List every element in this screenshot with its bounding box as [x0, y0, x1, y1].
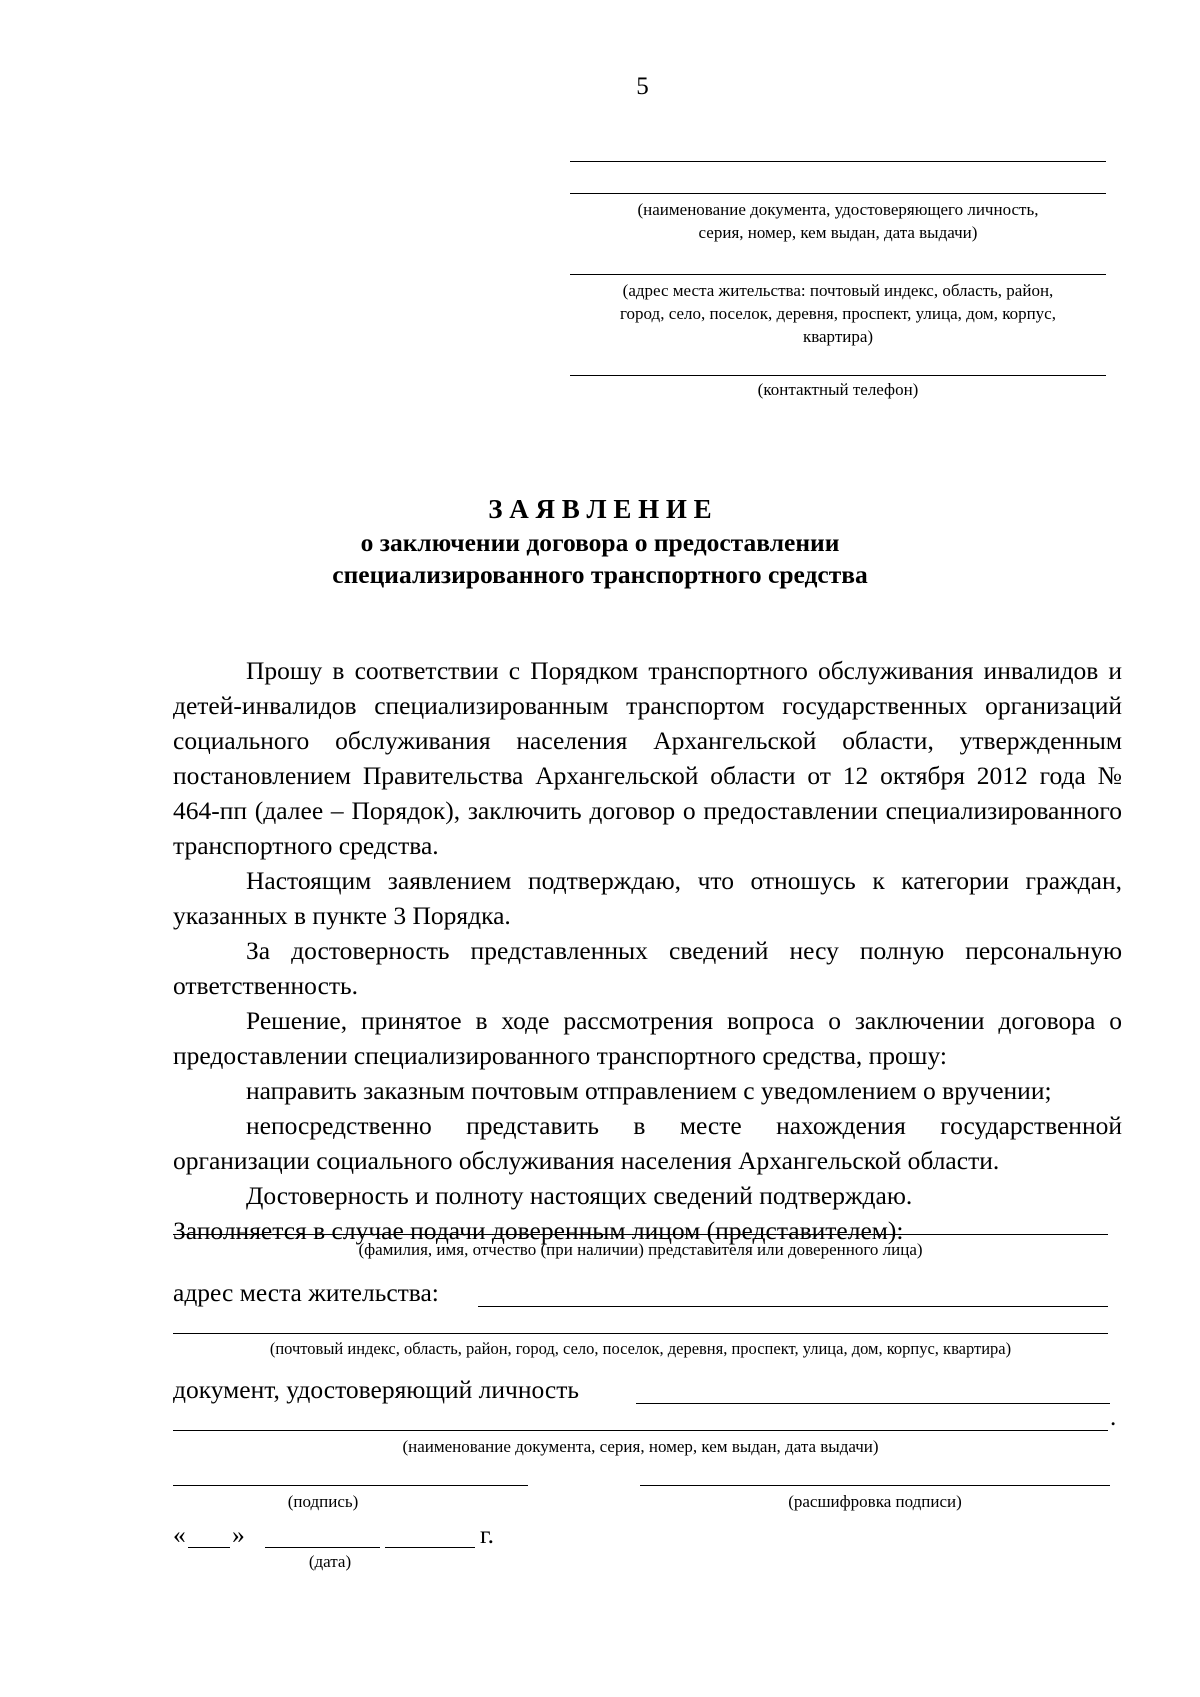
date-open-quote: « — [173, 1520, 186, 1549]
id-line-end-period: . — [1110, 1404, 1117, 1431]
id-document-caption-1: (наименование документа, удостоверяющего личность, — [637, 200, 1039, 219]
date-day-line[interactable] — [188, 1547, 230, 1548]
applicant-name-line[interactable] — [570, 161, 1106, 162]
id-document-label: документ, удостоверяющий личность — [173, 1375, 579, 1404]
date-close-quote: » — [232, 1520, 245, 1549]
signature-decoding-caption: (расшифровка подписи) — [788, 1492, 962, 1511]
signature-caption: (подпись) — [287, 1492, 359, 1511]
body-paragraph-confirm: Достоверность и полноту настоящих сведений подтверждаю. — [246, 1181, 913, 1210]
body-paragraph-category: Настоящим заявлением подтверждаю, что отношусь к категории граждан, указанных в пункте 3 Порядка. — [173, 866, 1122, 930]
body-paragraph-option-mail: направить заказным почтовым отправлением с уведомлением о вручении; — [246, 1076, 1052, 1105]
representative-address-line[interactable] — [478, 1306, 1108, 1307]
body-paragraph-option-inperson: непосредственно представить в месте нахождения государственной организации социального обслуживания населения Архангельской области. — [173, 1111, 1122, 1175]
body-paragraph-request: Прошу в соответствии с Порядком транспортного обслуживания инвалидов и детей-инвалидов специализированным транспортом государственных организаций социального обслуживания населения Архангельской области, утвержденным постановлением Правительства Архангельской области от 12 октября 2012 года № 464-пп (далее – Порядок), заключить договор о предоставлении специализированного транспортного средства. — [173, 656, 1122, 860]
address-caption-3: квартира) — [802, 327, 874, 346]
document-title: З А Я В Л Е Н И Е — [488, 494, 712, 524]
id-document-line[interactable] — [570, 193, 1106, 194]
representative-address-caption: (почтовый индекс, область, район, город, село, поселок, деревня, проспект, улица, дом, корпус, квартира) — [269, 1339, 1012, 1358]
phone-line[interactable] — [570, 375, 1106, 376]
date-month-line[interactable] — [265, 1547, 380, 1548]
representative-name-caption: (фамилия, имя, отчество (при наличии) представителя или доверенного лица) — [358, 1240, 923, 1259]
representative-id-caption: (наименование документа, серия, номер, кем выдан, дата выдачи) — [402, 1437, 879, 1456]
signature-line[interactable] — [173, 1485, 528, 1486]
representative-name-line[interactable] — [173, 1234, 1108, 1235]
date-year-line[interactable] — [385, 1547, 475, 1548]
document-subtitle-2: специализированного транспортного средства — [332, 560, 868, 589]
page-number: 5 — [636, 73, 649, 100]
phone-caption: (контактный телефон) — [757, 380, 919, 399]
date-caption: (дата) — [308, 1552, 352, 1571]
date-year-suffix: г. — [480, 1520, 494, 1549]
body-text — [173, 653, 1122, 1248]
id-document-caption-2: серия, номер, кем выдан, дата выдачи) — [698, 223, 978, 242]
body-paragraph-responsibility: За достоверность представленных сведений несу полную персональную ответственность. — [173, 936, 1122, 1000]
address-line[interactable] — [570, 274, 1106, 275]
document-subtitle-1: о заключении договора о предоставлении — [360, 528, 840, 557]
representative-address-line-2[interactable] — [173, 1333, 1108, 1334]
address-caption-1: (адрес места жительства: почтовый индекс, область, район, — [622, 281, 1054, 300]
signature-decoding-line[interactable] — [640, 1485, 1110, 1486]
body-paragraph-representative: Заполняется в случае подачи доверенным лицом (представителем): — [173, 1216, 904, 1245]
body-paragraph-decision: Решение, принятое в ходе рассмотрения вопроса о заключении договора о предоставлении специализированного транспортного средства, прошу: — [173, 1006, 1122, 1070]
representative-id-line-2[interactable] — [173, 1430, 1108, 1431]
address-caption-2: город, село, поселок, деревня, проспект, улица, дом, корпус, — [620, 304, 1056, 323]
representative-id-line[interactable] — [636, 1403, 1110, 1404]
address-label: адрес места жительства: — [173, 1278, 439, 1307]
